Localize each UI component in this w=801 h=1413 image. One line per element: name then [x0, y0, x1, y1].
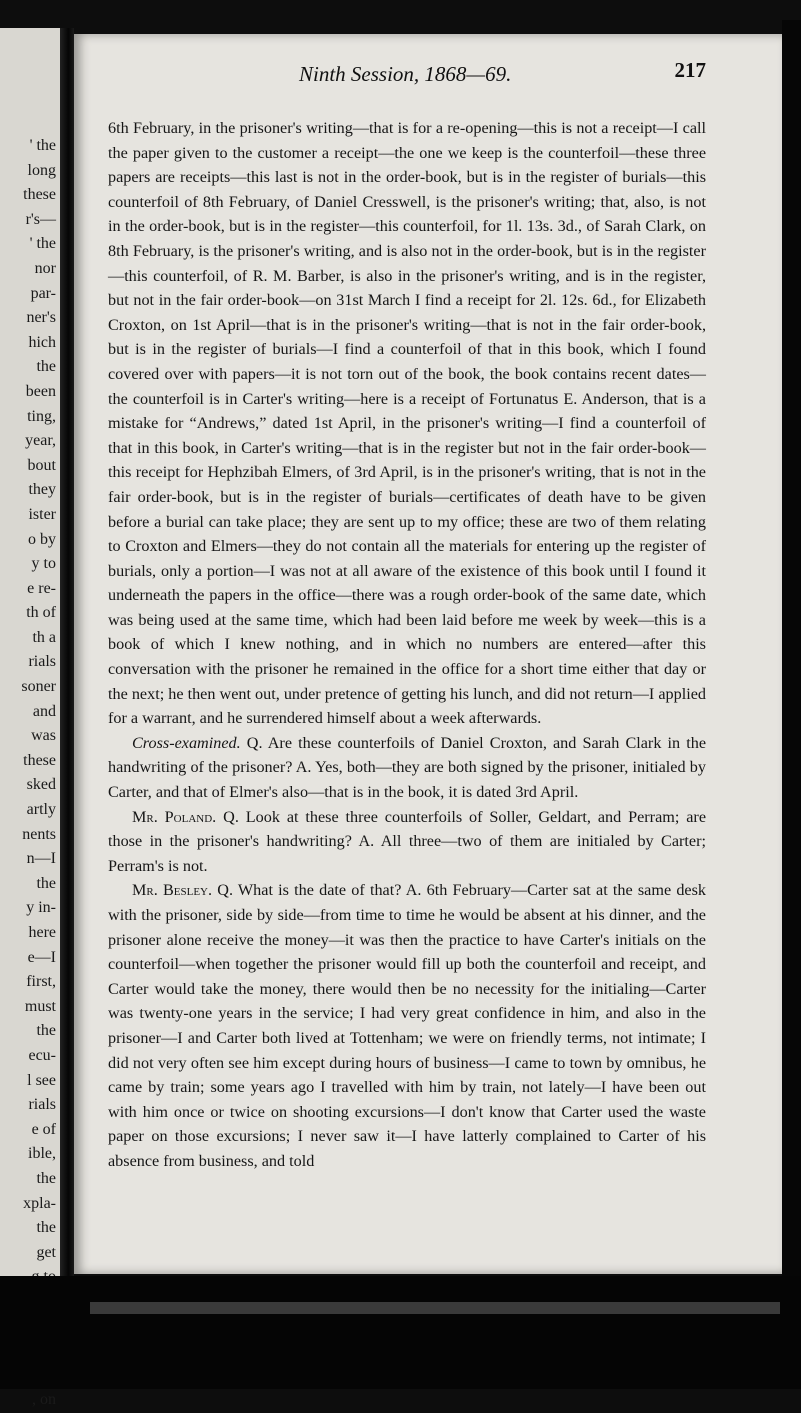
previous-page-line-ending: ister	[28, 505, 56, 523]
speaker-besley: Mr. Besley.	[132, 881, 213, 900]
previous-page-line-ending: these	[23, 186, 56, 204]
previous-page-line-ending: xpla-	[23, 1194, 56, 1212]
previous-page-line-ending: artly	[26, 801, 56, 819]
previous-page-line-ending: the	[36, 874, 56, 892]
previous-page-line-ending: the	[36, 1169, 56, 1187]
paragraph-3-text: Q. Look at these three counterfoils of Soller, Geldart, and Perram; are those in the prisoner's handwriting? A. All three—two of them are initialed by Carter; Perram's is not.	[108, 807, 707, 875]
previous-page-line-ending: nents	[22, 825, 56, 843]
previous-page-line-ending: rials	[28, 1096, 56, 1114]
previous-page-line-ending: ecu-	[28, 1046, 56, 1064]
previous-page-line-ending: y to	[31, 555, 56, 573]
paragraph-1-text: 6th February, in the prisoner's writing—that is for a re-opening—this is not a receipt—I call the paper given to the customer a receipt—the one we keep is the counterfoil—these three papers are receipts—this last is not in the order-book, but is in the register of burials—this counterfoil of 8th February, of Daniel Cresswell, is the prisoner's writing; that, also, is not in the order-book, but is in the register—this counterfoil, for 1l. 13s. 3d., of Sarah Clark, on 8th February, is the prisoner's writing, and is also not in the order-book, but is in the register—this counterfoil, of R. M. Barber, is also in the prisoner's writing, and is in the register, but not in the fair order-book—on 31st March I find a receipt for 2l. 12s. 6d., for Elizabeth Croxton, on 1st April—that is in the prisoner's writing—that is not in the fair order-book, but is in the register of burials—I find a counterfoil of that in this book, which I found covered over with papers—it is not torn out of the book, the book contains recent dates—the counterfoil is in Carter's writing—here is a receipt of Fortunatus E. Anderson, that is a mistake for “Andrews,” dated 1st April, in the prisoner's writing—I find a counterfoil of that in this book, in Carter's writing—that is in the register but not in the fair order-book—this receipt for Hephzibah Elmers, of 3rd April, is in the prisoner's writing, that is not in the fair order-book, but is in the register of burials—certificates of death have to be given before a burial can take place; they are sent up to my office; these are two of them relating to Croxton and Elmers—they do not contain all the materials for entering up the register of burials, only a portion—I was not at all aware of the existence of this book until I found it underneath the papers in the office—there was a rough order-book of the same date, which was being used at the same time, which had been laid before me week by week—this is a book of which I knew nothing, and in which no numbers are entered—after this conversation with the prisoner he remained in the office for a short time either that day or the next; he then went out, under pretence of getting his lunch, and did not return—I applied for a warrant, and he surrendered himself about a week afterwards.	[108, 119, 706, 728]
bottom-page-edge	[90, 1302, 780, 1314]
paragraph-2-text: Q. Are these counterfoils of Daniel Croxton, and Sarah Clark in the handwriting of the prisoner? A. Yes, both—they are both signed by the prisoner, initialed by Carter, and that of Elmer's also—that is in the book, it is dated 3rd April.	[108, 733, 706, 802]
previous-page-line-ending: must	[24, 997, 56, 1015]
previous-page-line-ending: ner's	[26, 309, 56, 327]
previous-page-line-ending: l see	[27, 1071, 56, 1089]
previous-page-line-ending: the	[36, 1219, 56, 1237]
previous-page-line-ending: th a	[32, 628, 56, 646]
previous-page-line-ending: e—I	[27, 948, 56, 966]
previous-page-line-ending: nor	[34, 259, 56, 277]
previous-page-line-ending: , on	[32, 1391, 56, 1409]
body-text	[108, 116, 706, 1174]
previous-page-line-ending: soner	[21, 678, 56, 696]
paragraph-4	[108, 878, 706, 1173]
previous-page-line-ending: get	[36, 1243, 56, 1261]
bottom-band	[0, 1276, 801, 1389]
previous-page-line-ending: long	[27, 161, 56, 179]
previous-page-line-ending: year,	[25, 432, 56, 450]
previous-page-line-ending: e re-	[27, 579, 56, 597]
paragraph-3	[108, 805, 706, 879]
paragraph-1	[108, 116, 706, 731]
page-header	[74, 58, 782, 88]
previous-page-line-ending: e of	[31, 1120, 56, 1138]
previous-page-line-ending: r's—	[25, 210, 56, 228]
previous-page-line-ending: par-	[30, 284, 56, 302]
previous-page-line-ending: the	[36, 1022, 56, 1040]
previous-page-line-ending: the	[36, 358, 56, 376]
page-number: 217	[674, 58, 706, 82]
previous-page-line-ending: here	[28, 924, 56, 941]
previous-page-line-endings	[21, 134, 56, 1413]
page	[74, 34, 782, 1274]
cross-examined-label: Cross-examined.	[132, 733, 241, 752]
speaker-poland: Mr. Poland.	[132, 807, 217, 826]
previous-page-line-ending: hich	[28, 333, 56, 351]
previous-page-line-ending: bout	[27, 456, 56, 474]
previous-page-line-ending: first,	[26, 973, 56, 991]
previous-page-line-ending: sked	[26, 776, 56, 794]
previous-page-line-ending: n—I	[26, 850, 56, 868]
previous-page-line-ending: rials	[28, 653, 56, 671]
previous-page-line-ending: ible,	[28, 1145, 56, 1163]
previous-page-line-ending: ' the	[29, 235, 56, 253]
book-gutter	[60, 28, 74, 1276]
paragraph-2	[108, 731, 706, 805]
previous-page-line-ending: ting,	[27, 407, 56, 425]
previous-page-line-ending: and	[32, 702, 56, 720]
previous-page-line-ending: was	[31, 727, 56, 745]
previous-page-line-ending: these	[23, 751, 56, 769]
paragraph-4-text: Q. What is the date of that? A. 6th February—Carter sat at the same desk with the prisoner, side by side—from time to time he would be absent at his dinner, and the prisoner alone receive the money—it was then the practice to have Carter's initials on the counterfoil—when together the prisoner would fill up both the counterfoil and receipt, and Carter would take the money, there would then be no necessity for the initialing—Carter was twenty-one years in the service; I had very great confidence in him, and also in the prisoner—I and Carter both lived at Tottenham; we were on friendly terms, not intimate; I did not very often see him except during hours of business—I came to town by omnibus, he came by train; some years ago I travelled with him by train, not lately—I have been out with him once or twice on shooting excursions—I don't know that Carter used the waste paper on those excursions; I never saw it—I have latterly complained to Carter of his absence from business, and told	[108, 881, 706, 1170]
previous-page-line-ending: th of	[26, 604, 56, 622]
running-head: Ninth Session, 1868—69.	[299, 62, 512, 86]
previous-page-line-ending: y in-	[26, 899, 56, 917]
previous-page-line-ending: they	[28, 481, 56, 499]
right-edge	[782, 20, 801, 1290]
previous-page-line-ending: been	[25, 382, 56, 400]
previous-page-strip	[0, 28, 60, 1409]
previous-page-line-ending: o by	[28, 530, 56, 548]
previous-page-line-ending: ' the	[29, 137, 56, 154]
